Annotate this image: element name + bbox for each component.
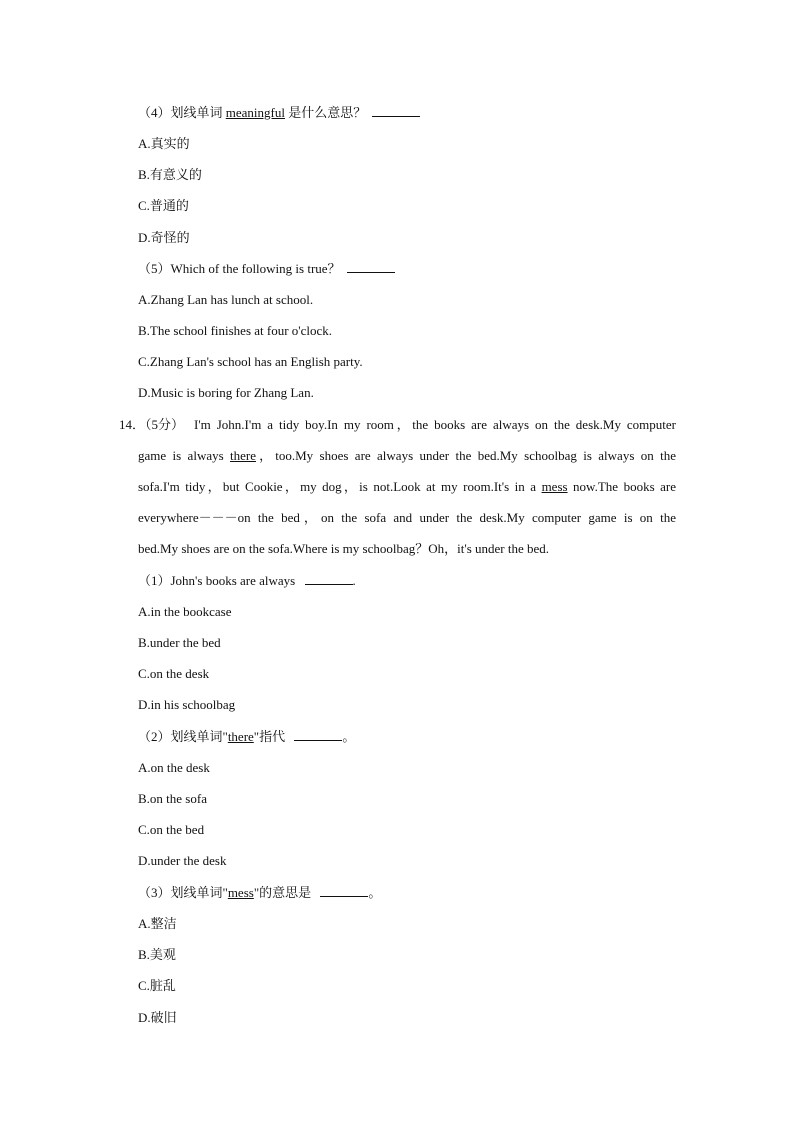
option-b: B.有意义的 — [138, 167, 202, 182]
question-text: "的意思是 — [253, 885, 315, 900]
option-c: C.普通的 — [138, 198, 189, 213]
option-c: C.脏乱 — [138, 978, 176, 993]
passage-text: sofa.I'm tidy，but Cookie，my dog，is not.Look at my room.It's in a — [138, 479, 542, 494]
option-b: B.The school finishes at four o'clock. — [138, 323, 333, 338]
passage-line-5: bed.My shoes are on the sofa.Where is my schoolbag？Oh，it's under the bed. — [138, 541, 550, 556]
option-b: B.under the bed — [138, 635, 221, 650]
option-a: A.真实的 — [138, 136, 190, 151]
passage-text: game is always — [138, 448, 231, 463]
passage-line-3 — [138, 478, 676, 496]
answer-blank[interactable] — [294, 728, 342, 741]
passage-line-1: I'm John.I'm a tidy boy.In my room，the books are always on the desk.My computer — [194, 417, 676, 432]
answer-blank[interactable] — [320, 884, 368, 897]
question-text: 。 — [342, 729, 356, 744]
underlined-word: mess — [227, 885, 254, 900]
option-a: A.on the desk — [138, 760, 210, 775]
answer-blank[interactable] — [305, 572, 353, 585]
option-d: D.Music is boring for Zhang Lan. — [138, 385, 314, 400]
passage-text: ，too.My shoes are always under the bed.My schoolbag is always on the — [256, 448, 677, 463]
number-label: 14． — [119, 417, 146, 432]
option-d: D.奇怪的 — [138, 230, 190, 245]
question-text: （2）划线单词" — [138, 729, 228, 744]
underlined-word: there — [227, 729, 254, 744]
option-b: B.美观 — [138, 947, 176, 962]
question-number — [119, 416, 184, 434]
question-text: （5）Which of the following is true？ — [138, 261, 341, 276]
question-14-3 — [138, 884, 381, 902]
question-14-1 — [138, 572, 356, 590]
underlined-word: meaningful — [225, 105, 285, 120]
option-a: A.整洁 — [138, 916, 177, 931]
question-text: 是什么意思？ — [284, 105, 367, 120]
score-label: （5分） — [145, 417, 185, 432]
answer-blank[interactable] — [347, 260, 395, 273]
passage-text: now.The books are — [567, 479, 676, 494]
question-text: （1）John's books are always — [138, 573, 299, 588]
passage-line-4: everywhere－－－on the bed，on the sofa and under the desk.My computer game is on the — [138, 510, 676, 525]
underlined-word: there — [230, 448, 257, 463]
option-c: C.on the desk — [138, 666, 210, 681]
question-text: . — [352, 573, 356, 588]
question-14-2 — [138, 728, 355, 746]
passage-line-2 — [138, 447, 676, 465]
option-c: C.Zhang Lan's school has an English party. — [138, 354, 363, 369]
question-13-4 — [138, 104, 420, 122]
option-d: D.破旧 — [138, 1010, 177, 1025]
option-d: D.in his schoolbag — [138, 697, 236, 712]
option-c: C.on the bed — [138, 822, 205, 837]
answer-blank[interactable] — [372, 104, 420, 117]
underlined-word: mess — [541, 479, 568, 494]
option-b: B.on the sofa — [138, 791, 207, 806]
question-text: "指代 — [253, 729, 289, 744]
option-a: A.in the bookcase — [138, 604, 232, 619]
question-text: （3）划线单词" — [138, 885, 228, 900]
option-d: D.under the desk — [138, 853, 227, 868]
question-13-5 — [138, 260, 395, 278]
question-text: （4）划线单词 — [138, 105, 226, 120]
option-a: A.Zhang Lan has lunch at school. — [138, 292, 314, 307]
question-text: 。 — [368, 885, 382, 900]
